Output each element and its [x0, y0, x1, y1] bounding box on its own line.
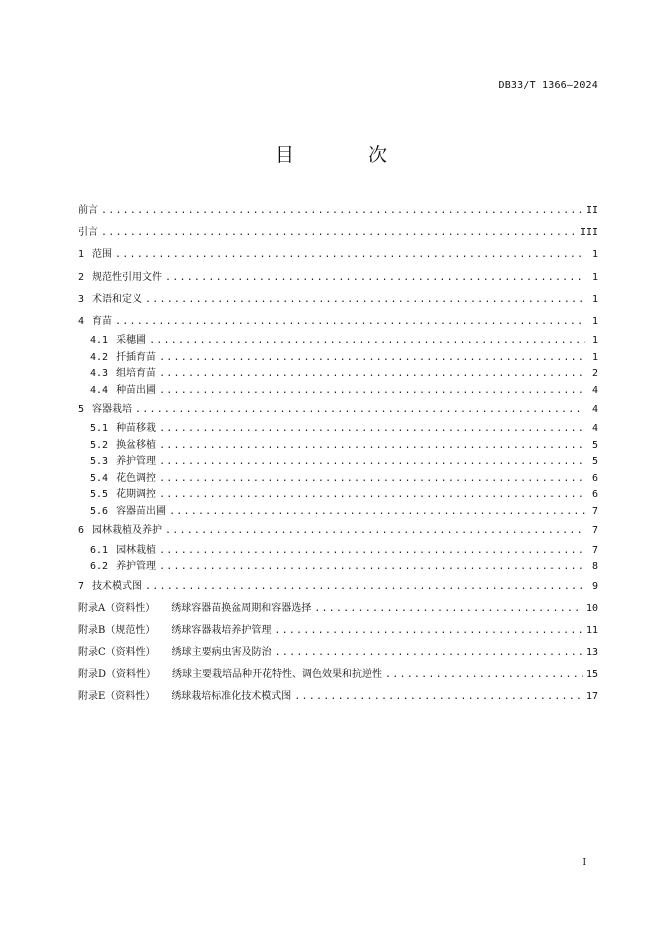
entry-page-number: 8: [591, 561, 598, 572]
section-number: 5.4: [90, 472, 109, 484]
toc-entry[interactable]: [78, 200, 598, 222]
dot-leader: [145, 289, 585, 311]
dot-leader: [159, 471, 585, 488]
appendix-label: 附录A（资料性）: [78, 602, 156, 614]
dot-leader: [145, 576, 585, 598]
toc-entry[interactable]: [78, 311, 598, 333]
entry-page-number: 5: [591, 456, 598, 468]
entry-page-number: 10: [585, 602, 598, 614]
appendix-label: 附录E（资料性）: [78, 691, 156, 703]
entry-title: 技术模式图: [92, 580, 143, 592]
toc-subentry[interactable]: [78, 504, 598, 521]
section-number: 7: [78, 580, 85, 592]
entry-page-number: II: [585, 205, 598, 216]
toc-subentry[interactable]: [78, 383, 598, 400]
entry-title: 范围: [92, 249, 113, 261]
section-number: 6.1: [90, 544, 109, 556]
entry-page-number: 6: [591, 489, 598, 501]
page-number: I: [582, 858, 586, 868]
dot-leader: [115, 244, 585, 266]
section-number: 5.1: [90, 423, 109, 435]
toc-entry[interactable]: [78, 289, 598, 311]
entry-page-number: III: [579, 227, 598, 239]
entry-title: 扦插育苗: [116, 351, 157, 363]
section-number: 3: [78, 293, 85, 305]
section-number: 5.3: [90, 456, 109, 468]
dot-leader: [274, 620, 583, 642]
toc-appendix-entry[interactable]: [78, 642, 598, 664]
toc-subentry[interactable]: [78, 350, 598, 367]
dot-leader: [165, 520, 585, 542]
toc-appendix-entry[interactable]: [78, 598, 598, 620]
entry-page-number: 5: [591, 439, 598, 451]
entry-title: 种苗移栽: [116, 423, 157, 435]
entry-title: 育苗: [92, 315, 113, 327]
entry-page-number: 4: [591, 384, 598, 396]
appendix-label: 附录D（资料性）: [78, 669, 157, 681]
entry-title: 养护管理: [116, 561, 157, 572]
toc-entry[interactable]: [78, 576, 598, 598]
entry-title: 种苗出圃: [116, 384, 157, 396]
dot-leader: [149, 333, 585, 350]
toc-entry[interactable]: [78, 267, 598, 289]
entry-page-number: 4: [591, 404, 598, 416]
toc-subentry[interactable]: [78, 333, 598, 350]
dot-leader: [385, 664, 583, 686]
toc-subentry[interactable]: [78, 559, 598, 576]
section-number: 6: [78, 525, 85, 537]
entry-title: 容器栽培: [92, 404, 133, 416]
dot-leader: [135, 399, 585, 421]
dot-leader: [159, 383, 585, 400]
toc-entry[interactable]: [78, 399, 598, 421]
entry-title: 规范性引用文件: [92, 271, 163, 283]
entry-page-number: 9: [591, 580, 598, 592]
dot-leader: [159, 421, 585, 438]
toc-subentry[interactable]: [78, 543, 598, 560]
toc-appendix-entry[interactable]: [78, 686, 598, 708]
entry-page-number: 1: [591, 335, 598, 347]
entry-title: 绣球容器苗换盆周期和容器选择: [171, 602, 312, 614]
entry-page-number: 15: [585, 669, 598, 681]
section-number: 4.1: [90, 335, 109, 347]
appendix-label: 附录B（规范性）: [78, 624, 156, 636]
entry-page-number: 11: [585, 624, 598, 636]
toc-subentry[interactable]: [78, 366, 598, 383]
section-number: 6.2: [90, 561, 109, 572]
entry-title: 容器苗出圃: [116, 505, 167, 517]
entry-page-number: 13: [585, 647, 598, 659]
dot-leader: [101, 222, 577, 244]
entry-title: 花色调控: [116, 472, 157, 484]
entry-page-number: 1: [591, 351, 598, 363]
document-code: DB33/T 1366—2024: [498, 80, 598, 91]
entry-page-number: 1: [591, 271, 598, 283]
section-number: 4.2: [90, 351, 109, 363]
section-number: 2: [78, 271, 85, 283]
entry-page-number: 7: [591, 544, 598, 556]
entry-page-number: 17: [585, 691, 598, 703]
dot-leader: [314, 598, 583, 620]
entry-title: 换盆移植: [116, 439, 157, 451]
toc-entry[interactable]: [78, 520, 598, 542]
entry-title: 花期调控: [116, 489, 157, 501]
dot-leader: [159, 438, 585, 455]
entry-page-number: 1: [591, 249, 598, 261]
toc-subentry[interactable]: [78, 471, 598, 488]
entry-page-number: 1: [591, 293, 598, 305]
toc-subentry[interactable]: [78, 438, 598, 455]
section-number: 5: [78, 404, 85, 416]
section-number: 5.2: [90, 439, 109, 451]
entry-title: 前言: [78, 205, 98, 216]
entry-title: 绣球容器栽培养护管理: [171, 624, 272, 636]
toc-subentry[interactable]: [78, 487, 598, 504]
toc-entry[interactable]: [78, 244, 598, 266]
section-number: 5.5: [90, 489, 109, 501]
section-number: 4.4: [90, 384, 109, 396]
dot-leader: [294, 686, 583, 708]
dot-leader: [159, 559, 585, 576]
toc-entry[interactable]: [78, 222, 598, 244]
dot-leader: [159, 350, 585, 367]
toc-appendix-entry[interactable]: [78, 620, 598, 642]
entry-title: 采穗圃: [116, 335, 147, 347]
entry-title: 绣球栽培标准化技术模式图: [171, 691, 292, 703]
entry-title: 园林栽植: [116, 544, 157, 556]
section-number: 4.3: [90, 368, 109, 380]
dot-leader: [159, 543, 585, 560]
toc-appendix-entry[interactable]: [78, 664, 598, 686]
page-title: 目 次: [274, 144, 422, 166]
dot-leader: [115, 311, 585, 333]
toc-subentry[interactable]: [78, 454, 598, 471]
entry-page-number: 7: [591, 525, 598, 537]
dot-leader: [159, 366, 585, 383]
entry-title: 术语和定义: [92, 293, 143, 305]
toc-subentry[interactable]: [78, 421, 598, 438]
entry-title: 养护管理: [116, 456, 157, 468]
entry-title: 引言: [78, 227, 98, 239]
section-number: 5.6: [90, 505, 109, 517]
entry-page-number: 4: [591, 423, 598, 435]
entry-page-number: 6: [591, 472, 598, 484]
appendix-label: 附录C（资料性）: [78, 647, 156, 659]
entry-title: 绣球主要栽培品种开花特性、调色效果和抗逆性: [172, 669, 383, 681]
section-number: 4: [78, 315, 85, 327]
section-number: 1: [78, 249, 85, 261]
dot-leader: [159, 454, 585, 471]
entry-title: 园林栽植及养护: [92, 525, 163, 537]
entry-title: 绣球主要病虫害及防治: [171, 647, 272, 659]
dot-leader: [275, 642, 583, 664]
entry-page-number: 7: [591, 505, 598, 517]
dot-leader: [165, 267, 585, 289]
table-of-contents: [78, 200, 598, 709]
dot-leader: [169, 504, 585, 521]
entry-page-number: 2: [591, 368, 598, 380]
entry-page-number: 1: [591, 315, 598, 327]
dot-leader: [101, 200, 583, 222]
dot-leader: [159, 487, 585, 504]
entry-title: 组培育苗: [116, 368, 157, 380]
